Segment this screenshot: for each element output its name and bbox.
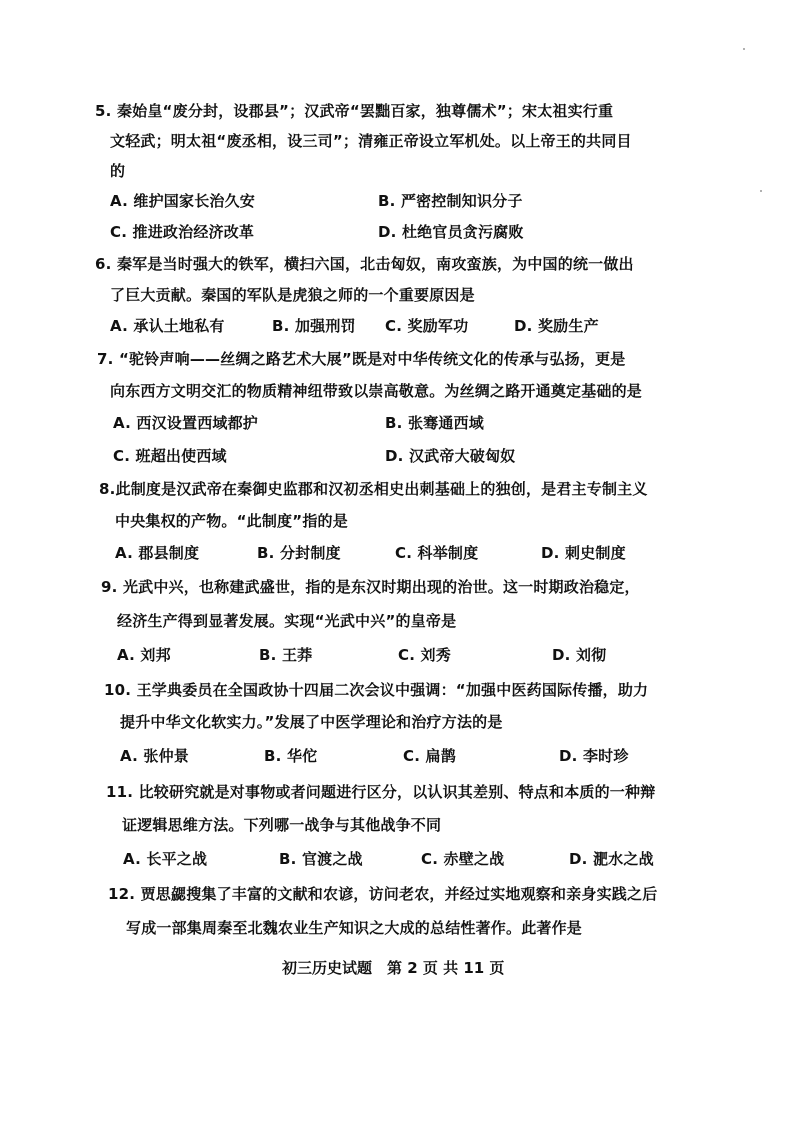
question-7-line-1: 7. “驼铃声响——丝绸之路艺术大展”既是对中华传统文化的传承与弘扬，更是 [97,350,626,368]
question-6-line-2: 了巨大贡献。秦国的军队是虎狼之师的一个重要原因是 [110,286,475,304]
question-5-option-c: C. 推进政治经济改革 [110,223,255,241]
page-footer: 初三历史试题 第 2 页 共 11 页 [282,959,505,977]
question-10-option-c: C. 扁鹊 [403,747,456,765]
question-6-option-d: D. 奖励生产 [514,317,599,335]
question-7-option-d: D. 汉武帝大破匈奴 [385,447,516,465]
question-7-option-b: B. 张骞通西域 [385,414,484,432]
question-10-option-a: A. 张仲景 [120,747,190,765]
question-10-line-2: 提升中华文化软实力。”发展了中医学理论和治疗方法的是 [120,713,503,731]
question-11-option-d: D. 淝水之战 [569,850,654,868]
question-12-line-1: 12. 贾思勰搜集了丰富的文献和农谚，访问老农，并经过实地观察和亲身实践之后 [108,885,658,903]
question-8-line-2: 中央集权的产物。“此制度”指的是 [115,512,348,530]
question-5-option-d: D. 杜绝官员贪污腐败 [378,223,524,241]
question-8-option-b: B. 分封制度 [257,544,341,562]
question-11-line-1: 11. 比较研究就是对事物或者问题进行区分，以认识其差别、特点和本质的一种辩 [106,783,656,801]
question-7-line-2: 向东西方文明交汇的物质精神纽带致以崇高敬意。为丝绸之路开通奠定基础的是 [110,382,643,400]
question-5-line-1: 5. 秦始皇“废分封，设郡县”；汉武帝“罢黜百家，独尊儒术”；宋太祖实行重 [95,102,614,120]
question-10-line-1: 10. 王学典委员在全国政协十四届二次会议中强调：“加强中医药国际传播，助力 [104,681,649,699]
question-9-option-c: C. 刘秀 [398,646,451,664]
question-7-option-c: C. 班超出使西域 [113,447,227,465]
question-7-option-a: A. 西汉设置西域都护 [113,414,259,432]
question-9-option-b: B. 王莽 [259,646,313,664]
question-5-option-b: B. 严密控制知识分子 [378,192,523,210]
question-11-option-b: B. 官渡之战 [279,850,363,868]
question-6-option-a: A. 承认土地私有 [110,317,225,335]
question-10-option-b: B. 华佗 [264,747,318,765]
question-8-option-a: A. 郡县制度 [115,544,200,562]
question-5-option-a: A. 维护国家长治久安 [110,192,256,210]
scan-speck [743,48,745,50]
question-6-line-1: 6. 秦军是当时强大的铁军，横扫六国，北击匈奴，南攻蛮族，为中国的统一做出 [95,255,634,273]
question-10-option-d: D. 李时珍 [559,747,629,765]
question-12-line-2: 写成一部集周秦至北魏农业生产知识之大成的总结性著作。此著作是 [126,919,583,937]
question-11-line-2: 证逻辑思维方法。下列哪一战争与其他战争不同 [122,816,442,834]
question-6-option-b: B. 加强刑罚 [272,317,356,335]
question-11-option-c: C. 赤壁之战 [421,850,505,868]
question-8-option-c: C. 科举制度 [395,544,479,562]
question-5-line-2: 文轻武；明太祖“废丞相，设三司”；清雍正帝设立军机处。以上帝王的共同目 [110,132,632,150]
question-9-line-1: 9. 光武中兴，也称建武盛世，指的是东汉时期出现的治世。这一时期政治稳定， [101,578,640,596]
question-9-option-d: D. 刘彻 [552,646,607,664]
question-5-line-3: 的 [110,162,126,180]
scan-speck [760,190,762,192]
question-9-option-a: A. 刘邦 [117,646,171,664]
question-8-line-1: 8.此制度是汉武帝在秦御史监郡和汉初丞相史出刺基础上的独创，是君主专制主义 [99,480,648,498]
question-6-option-c: C. 奖励军功 [385,317,469,335]
question-9-line-2: 经济生产得到显著发展。实现“光武中兴”的皇帝是 [117,612,457,630]
question-11-option-a: A. 长平之战 [123,850,208,868]
question-8-option-d: D. 刺史制度 [541,544,626,562]
